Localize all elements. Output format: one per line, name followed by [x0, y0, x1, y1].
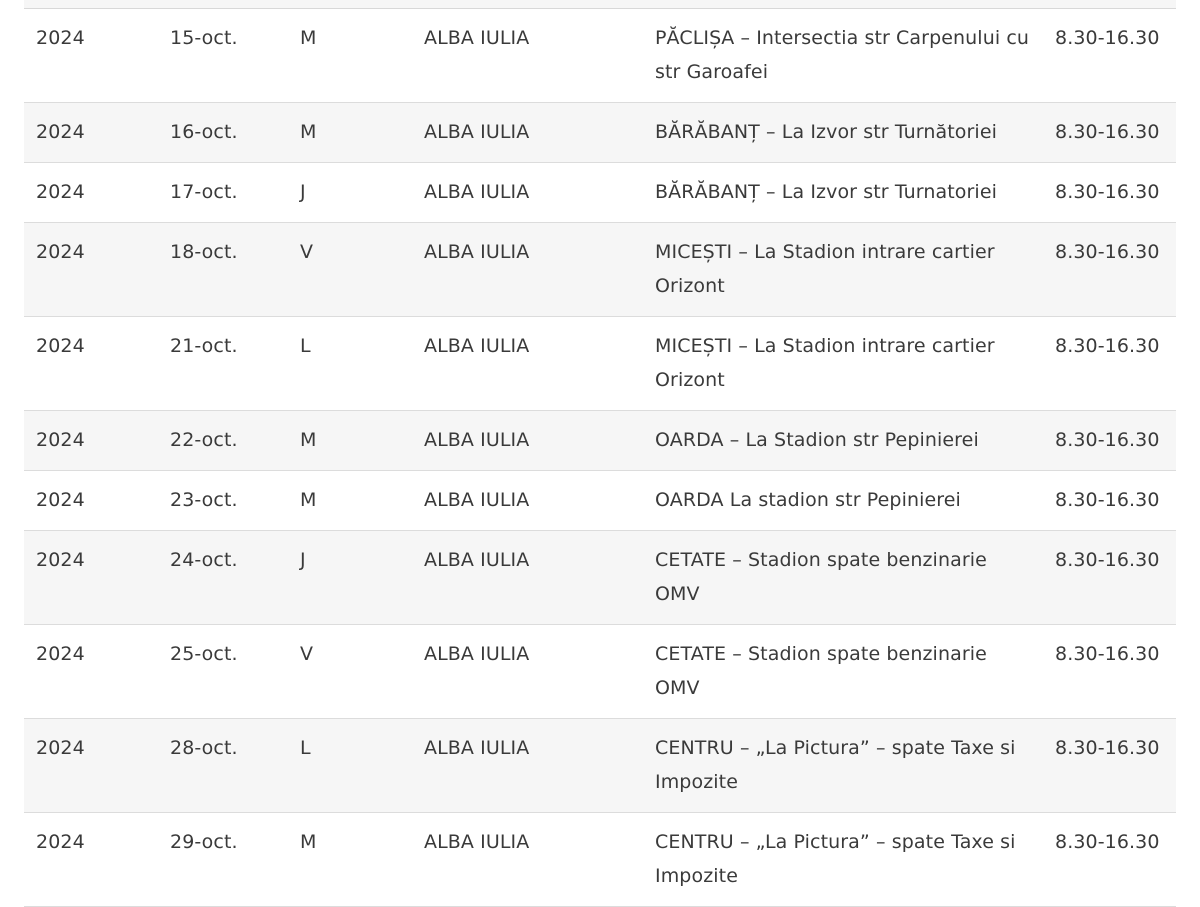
date-cell: 25-oct.	[170, 643, 238, 665]
table-row	[24, 625, 1176, 719]
previous-row-edge	[24, 0, 1176, 9]
date-cell: 22-oct.	[170, 429, 238, 451]
location-cell: CETATE – Stadion spate benzinarie OMV	[655, 549, 987, 605]
schedule-table-body	[24, 9, 1176, 907]
date-cell: 18-oct.	[170, 241, 238, 263]
date-cell: 29-oct.	[170, 831, 238, 853]
year-cell: 2024	[36, 27, 85, 49]
year-cell: 2024	[36, 737, 85, 759]
city-cell: ALBA IULIA	[424, 831, 530, 853]
weekday-cell: M	[300, 27, 317, 49]
date-cell: 24-oct.	[170, 549, 238, 571]
weekday-cell: V	[300, 643, 314, 665]
city-cell: ALBA IULIA	[424, 643, 530, 665]
weekday-cell: J	[300, 181, 306, 203]
date-cell: 28-oct.	[170, 737, 238, 759]
hours-cell: 8.30-16.30	[1055, 335, 1160, 357]
table-row	[24, 103, 1176, 163]
location-cell: PĂCLIȘA – Intersectia str Carpenului cu str Garoafei	[655, 27, 1030, 83]
year-cell: 2024	[36, 429, 85, 451]
table-row	[24, 9, 1176, 103]
location-cell: OARDA – La Stadion str Pepinierei	[655, 429, 979, 451]
table-row	[24, 531, 1176, 625]
location-cell: MICEȘTI – La Stadion intrare cartier Orizont	[655, 241, 995, 297]
city-cell: ALBA IULIA	[424, 181, 530, 203]
year-cell: 2024	[36, 831, 85, 853]
hours-cell: 8.30-16.30	[1055, 489, 1160, 511]
location-cell: CENTRU – „La Pictura” – spate Taxe si Impozite	[655, 831, 1016, 887]
table-row	[24, 471, 1176, 531]
year-cell: 2024	[36, 489, 85, 511]
hours-cell: 8.30-16.30	[1055, 549, 1160, 571]
schedule-table-container	[24, 0, 1176, 907]
location-cell: CENTRU – „La Pictura” – spate Taxe si Impozite	[655, 737, 1016, 793]
location-cell: MICEȘTI – La Stadion intrare cartier Orizont	[655, 335, 995, 391]
city-cell: ALBA IULIA	[424, 121, 530, 143]
weekday-cell: M	[300, 831, 317, 853]
location-cell: OARDA La stadion str Pepinierei	[655, 489, 961, 511]
city-cell: ALBA IULIA	[424, 241, 530, 263]
city-cell: ALBA IULIA	[424, 335, 530, 357]
hours-cell: 8.30-16.30	[1055, 27, 1160, 49]
year-cell: 2024	[36, 549, 85, 571]
hours-cell: 8.30-16.30	[1055, 181, 1160, 203]
year-cell: 2024	[36, 121, 85, 143]
date-cell: 21-oct.	[170, 335, 238, 357]
hours-cell: 8.30-16.30	[1055, 241, 1160, 263]
city-cell: ALBA IULIA	[424, 489, 530, 511]
table-row	[24, 223, 1176, 317]
weekday-cell: M	[300, 429, 317, 451]
weekday-cell: V	[300, 241, 314, 263]
city-cell: ALBA IULIA	[424, 429, 530, 451]
location-cell: BĂRĂBANȚ – La Izvor str Turnătoriei	[655, 121, 997, 143]
hours-cell: 8.30-16.30	[1055, 429, 1160, 451]
schedule-table	[24, 9, 1176, 907]
city-cell: ALBA IULIA	[424, 27, 530, 49]
year-cell: 2024	[36, 335, 85, 357]
hours-cell: 8.30-16.30	[1055, 121, 1160, 143]
city-cell: ALBA IULIA	[424, 549, 530, 571]
weekday-cell: L	[300, 335, 311, 357]
hours-cell: 8.30-16.30	[1055, 737, 1160, 759]
date-cell: 23-oct.	[170, 489, 238, 511]
table-row	[24, 317, 1176, 411]
weekday-cell: M	[300, 489, 317, 511]
location-cell: CETATE – Stadion spate benzinarie OMV	[655, 643, 987, 699]
weekday-cell: J	[300, 549, 306, 571]
date-cell: 15-oct.	[170, 27, 238, 49]
date-cell: 16-oct.	[170, 121, 238, 143]
table-row	[24, 163, 1176, 223]
location-cell: BĂRĂBANȚ – La Izvor str Turnatoriei	[655, 181, 997, 203]
city-cell: ALBA IULIA	[424, 737, 530, 759]
hours-cell: 8.30-16.30	[1055, 643, 1160, 665]
weekday-cell: L	[300, 737, 311, 759]
table-row	[24, 411, 1176, 471]
weekday-cell: M	[300, 121, 317, 143]
table-row	[24, 813, 1176, 907]
table-row	[24, 719, 1176, 813]
year-cell: 2024	[36, 181, 85, 203]
year-cell: 2024	[36, 643, 85, 665]
hours-cell: 8.30-16.30	[1055, 831, 1160, 853]
date-cell: 17-oct.	[170, 181, 238, 203]
year-cell: 2024	[36, 241, 85, 263]
